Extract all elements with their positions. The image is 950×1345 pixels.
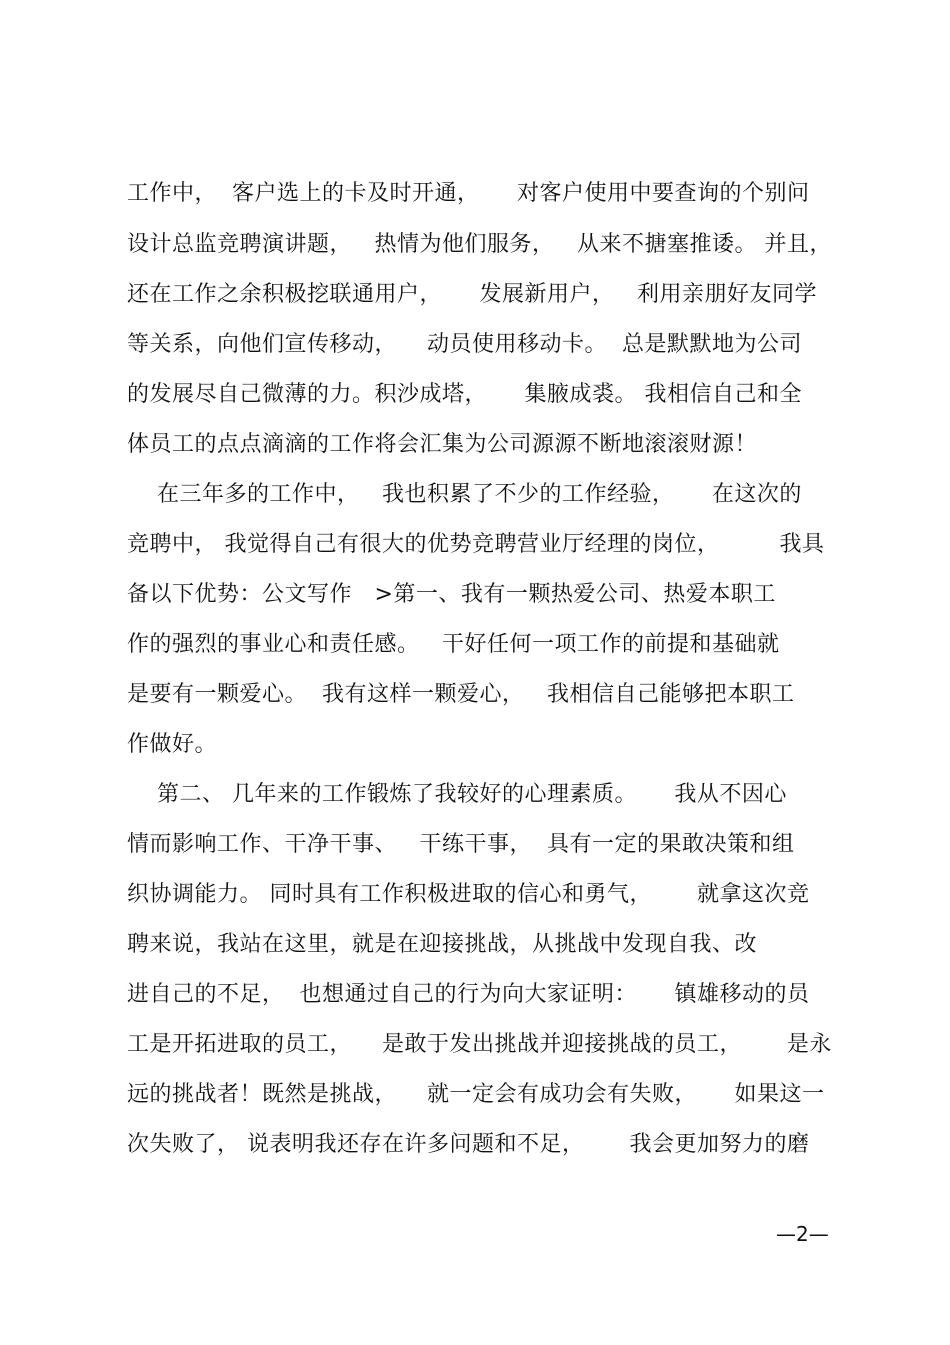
text-line-6: 体员工的点点滴滴的工作将会汇集为公司源源不断地滚滚财源！ <box>127 432 758 457</box>
text-line-9: 备以下优势：公文写作 >第一、我有一颗热爱公司、热爱本职工 <box>127 582 776 607</box>
text-line-12: 作做好。 <box>127 732 218 757</box>
text-line-3: 还在工作之余积极挖联通用户， 发展新用户， 利用亲朋好友同学 <box>127 282 817 307</box>
text-line-20: 次失败了， 说表明我还存在许多问题和不足， 我会更加努力的磨 <box>127 1132 810 1157</box>
page-number: —2— <box>776 1222 829 1246</box>
text-line-5: 的发展尽自己微薄的力。积沙成塔， 集腋成裘。 我相信自己和全 <box>127 382 802 407</box>
text-line-10: 作的强烈的事业心和责任感。 干好任何一项工作的前提和基础就 <box>127 632 780 657</box>
text-line-2: 设计总监竞聘演讲题， 热情为他们服务， 从来不搪塞推诿。 并且， <box>127 232 832 257</box>
text-line-17: 进自己的不足， 也想通过自己的行为向大家证明： 镇雄移动的员 <box>127 982 810 1007</box>
text-line-13: 第二、 几年来的工作锻炼了我较好的心理素质。 我从不因心 <box>127 782 787 807</box>
text-line-15: 织协调能力。 同时具有工作积极进取的信心和勇气， 就拿这次竞 <box>127 882 810 907</box>
text-line-1: 工作中， 客户选上的卡及时开通， 对客户使用中要查询的个别问 <box>127 181 810 206</box>
text-line-4: 等关系，向他们宣传移动， 动员使用移动卡。 总是默默地为公司 <box>127 332 802 357</box>
text-line-7: 在三年多的工作中， 我也积累了不少的工作经验， 在这次的 <box>127 482 802 507</box>
text-line-8: 竞聘中， 我觉得自己有很大的优势竞聘营业厅经理的岗位， 我具 <box>127 532 825 557</box>
text-line-18: 工是开拓进取的员工， 是敢于发出挑战并迎接挑战的员工， 是永 <box>127 1032 832 1057</box>
text-line-19: 远的挑战者！既然是挑战， 就一定会有成功会有失败， 如果这一 <box>127 1082 825 1107</box>
text-line-14: 情而影响工作、干净干事、 干练干事， 具有一定的果敢决策和组 <box>127 832 795 857</box>
text-line-16: 聘来说，我站在这里，就是在迎接挑战，从挑战中发现自我、改 <box>127 932 758 957</box>
text-line-11: 是要有一颗爱心。 我有这样一颗爱心， 我相信自己能够把本职工 <box>127 682 795 707</box>
